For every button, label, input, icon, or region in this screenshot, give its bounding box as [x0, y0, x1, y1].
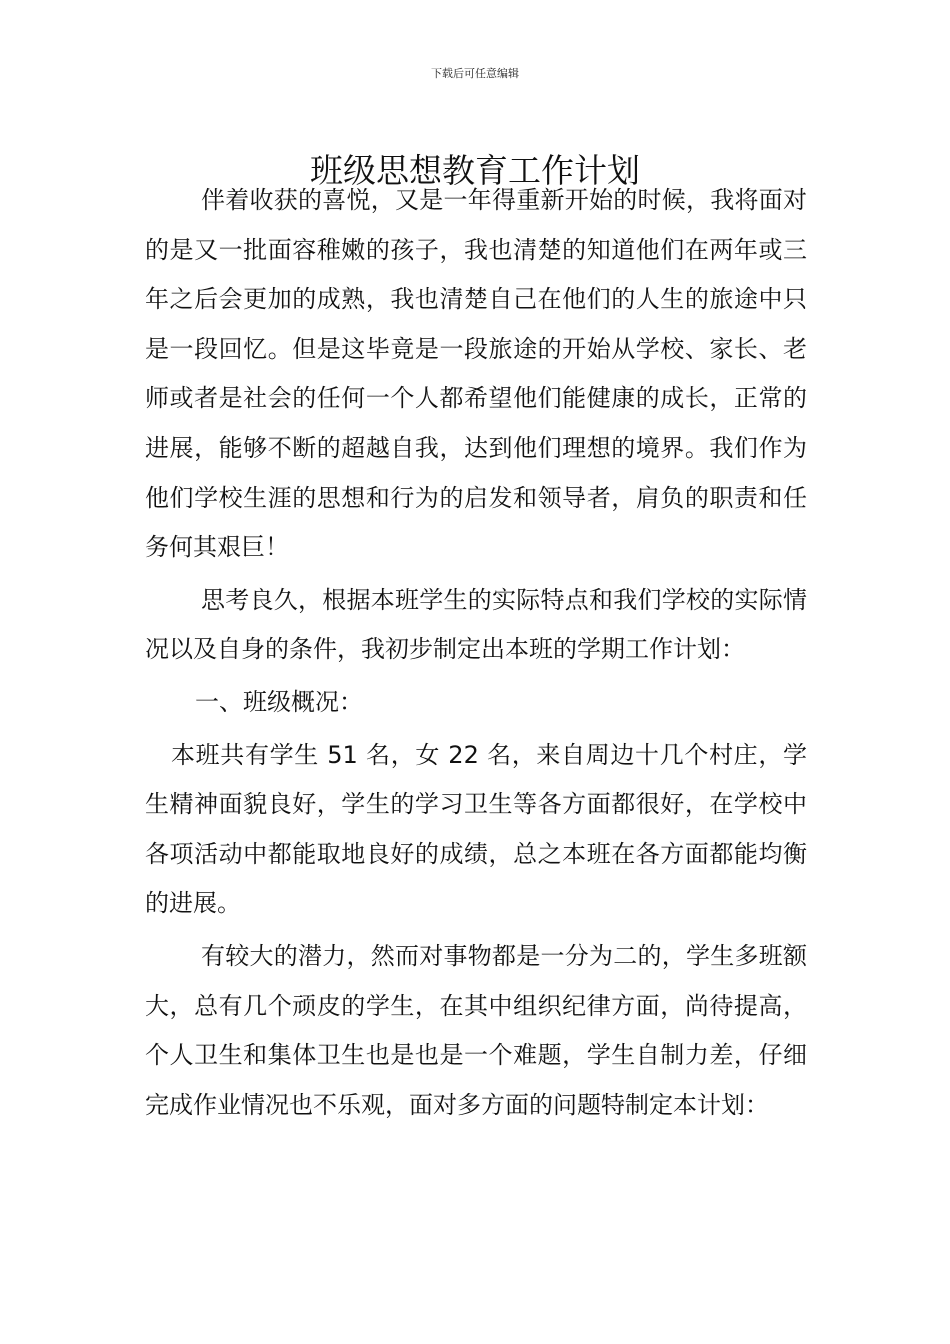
- document-title: 班级思想教育工作计划: [310, 151, 640, 191]
- header-note: 下载后可任意编辑: [431, 67, 519, 80]
- document-body: [145, 176, 807, 1130]
- section-heading-class-overview: 一、班级概况：: [195, 687, 363, 716]
- paragraph-intro: 伴着收获的喜悦，又是一年得重新开始的时候，我将面对的是又一批面容稚嫩的孩子，我也清楚的知道他们在两年或三年之后会更加的成熟，我也清楚自己在他们的人生的旅途中只是一段回忆。但是这毕竟是一段旅途的开始从学校、家长、老师或者是社会的任何一个人都希望他们能健康的成长，正常的进展，能够不断的超越自我，达到他们理想的境界。我们作为他们学校生涯的思想和行为的启发和领导者，肩负的职责和任务何其艰巨！: [145, 186, 807, 562]
- paragraph-class-overview: 本班共有学生 51 名，女 22 名，来自周边十几个村庄，学生精神面貌良好，学生的学习卫生等各方面都很好，在学校中各项活动中都能取地良好的成绩，总之本班在各方面都能均衡的进展。: [145, 740, 807, 918]
- paragraph-plan-basis: 思考良久，根据本班学生的实际特点和我们学校的实际情况以及自身的条件，我初步制定出本班的学期工作计划：: [145, 585, 807, 664]
- paragraph-issues: 有较大的潜力，然而对事物都是一分为二的，学生多班额大，总有几个顽皮的学生，在其中组织纪律方面，尚待提高，个人卫生和集体卫生也是也是一个难题，学生自制力差，仔细完成作业情况也不乐观，面对多方面的问题特制定本计划：: [145, 941, 807, 1119]
